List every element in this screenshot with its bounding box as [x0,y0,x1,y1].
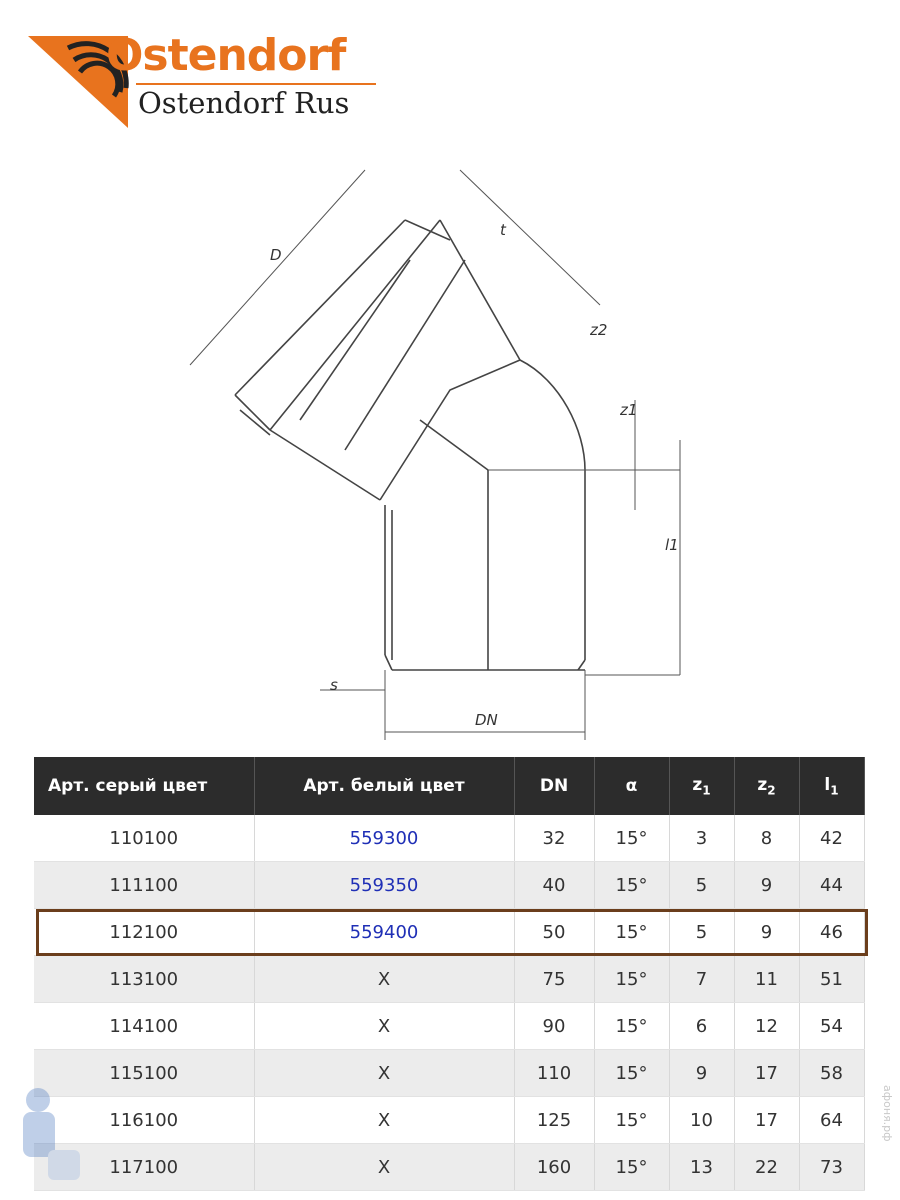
table-cell: X [254,1003,514,1050]
table-cell: 110100 [34,815,254,862]
table-cell: 9 [734,862,799,909]
table-cell: 15° [594,909,669,956]
column-header: $l_1$ [799,757,864,815]
table-cell: 15° [594,956,669,1003]
table-row [34,909,864,956]
table-cell: 15° [594,1144,669,1191]
table-cell: 17 [734,1097,799,1144]
table-cell: 117100 [34,1144,254,1191]
table-cell: 15° [594,815,669,862]
table-cell: 90 [514,1003,594,1050]
plumber-mascot-icon [8,1080,88,1190]
table-cell: 8 [734,815,799,862]
table-cell: 6 [669,1003,734,1050]
column-header: Арт. белый цвет [254,757,514,815]
logo-divider [136,83,376,85]
dim-d-label: D [270,246,282,264]
table-cell: 10 [669,1097,734,1144]
table-cell: 3 [669,815,734,862]
table-row [34,1097,864,1144]
dim-z2-label: z2 [590,321,608,339]
dim-t-label: t [500,221,506,239]
table-row [34,862,864,909]
table-cell: 7 [669,956,734,1003]
dim-dn-label: DN [475,711,498,729]
table-cell: X [254,1144,514,1191]
dim-l1-label: l1 [665,536,679,554]
table-cell: 22 [734,1144,799,1191]
table-row [34,1003,864,1050]
table-cell: 12 [734,1003,799,1050]
table-cell: 13 [669,1144,734,1191]
column-header: α [594,757,669,815]
brand-name: Ostendorf [106,30,346,81]
table-cell: X [254,956,514,1003]
table-cell: 32 [514,815,594,862]
column-header: Арт. серый цвет [34,757,254,815]
table-cell: 111100 [34,862,254,909]
table-row [34,1050,864,1097]
table-row [34,956,864,1003]
table-cell: 116100 [34,1097,254,1144]
table-cell: 15° [594,1050,669,1097]
table-cell[interactable]: 559400 [254,909,514,956]
table-row [34,815,864,862]
table-cell: 5 [669,862,734,909]
dim-s-label: s [330,676,338,694]
table-cell: 64 [799,1097,864,1144]
table-header-row [34,757,864,815]
technical-drawing [120,150,750,750]
table-cell: 58 [799,1050,864,1097]
table-cell: X [254,1050,514,1097]
table-cell: 50 [514,909,594,956]
table-cell: 115100 [34,1050,254,1097]
table-cell: 73 [799,1144,864,1191]
table-cell: 110 [514,1050,594,1097]
table-cell: X [254,1097,514,1144]
dim-z1-label: z1 [620,401,638,419]
column-header: DN [514,757,594,815]
table-row [34,1144,864,1191]
table-cell: 15° [594,1097,669,1144]
table-cell: 5 [669,909,734,956]
table-cell: 11 [734,956,799,1003]
table-cell: 9 [669,1050,734,1097]
table-cell: 51 [799,956,864,1003]
table-cell[interactable]: 559300 [254,815,514,862]
column-header: $z_1$ [669,757,734,815]
table-cell: 112100 [34,909,254,956]
table-cell: 75 [514,956,594,1003]
table-cell: 114100 [34,1003,254,1050]
watermark: афоня.рф [881,1085,894,1142]
table-cell: 40 [514,862,594,909]
brand-logo [28,28,388,138]
table-cell: 15° [594,1003,669,1050]
table-cell[interactable]: 559350 [254,862,514,909]
table-cell: 125 [514,1097,594,1144]
pipe-bend-drawing [120,150,750,750]
table-cell: 54 [799,1003,864,1050]
table-cell: 160 [514,1144,594,1191]
brand-subtitle: Ostendorf Rus [138,86,350,120]
table-cell: 9 [734,909,799,956]
table-cell: 113100 [34,956,254,1003]
column-header: $z_2$ [734,757,799,815]
table-cell: 42 [799,815,864,862]
table-cell: 15° [594,862,669,909]
spec-table [34,757,865,1191]
spec-table-container [34,757,864,1191]
table-cell: 46 [799,909,864,956]
table-cell: 44 [799,862,864,909]
table-cell: 17 [734,1050,799,1097]
